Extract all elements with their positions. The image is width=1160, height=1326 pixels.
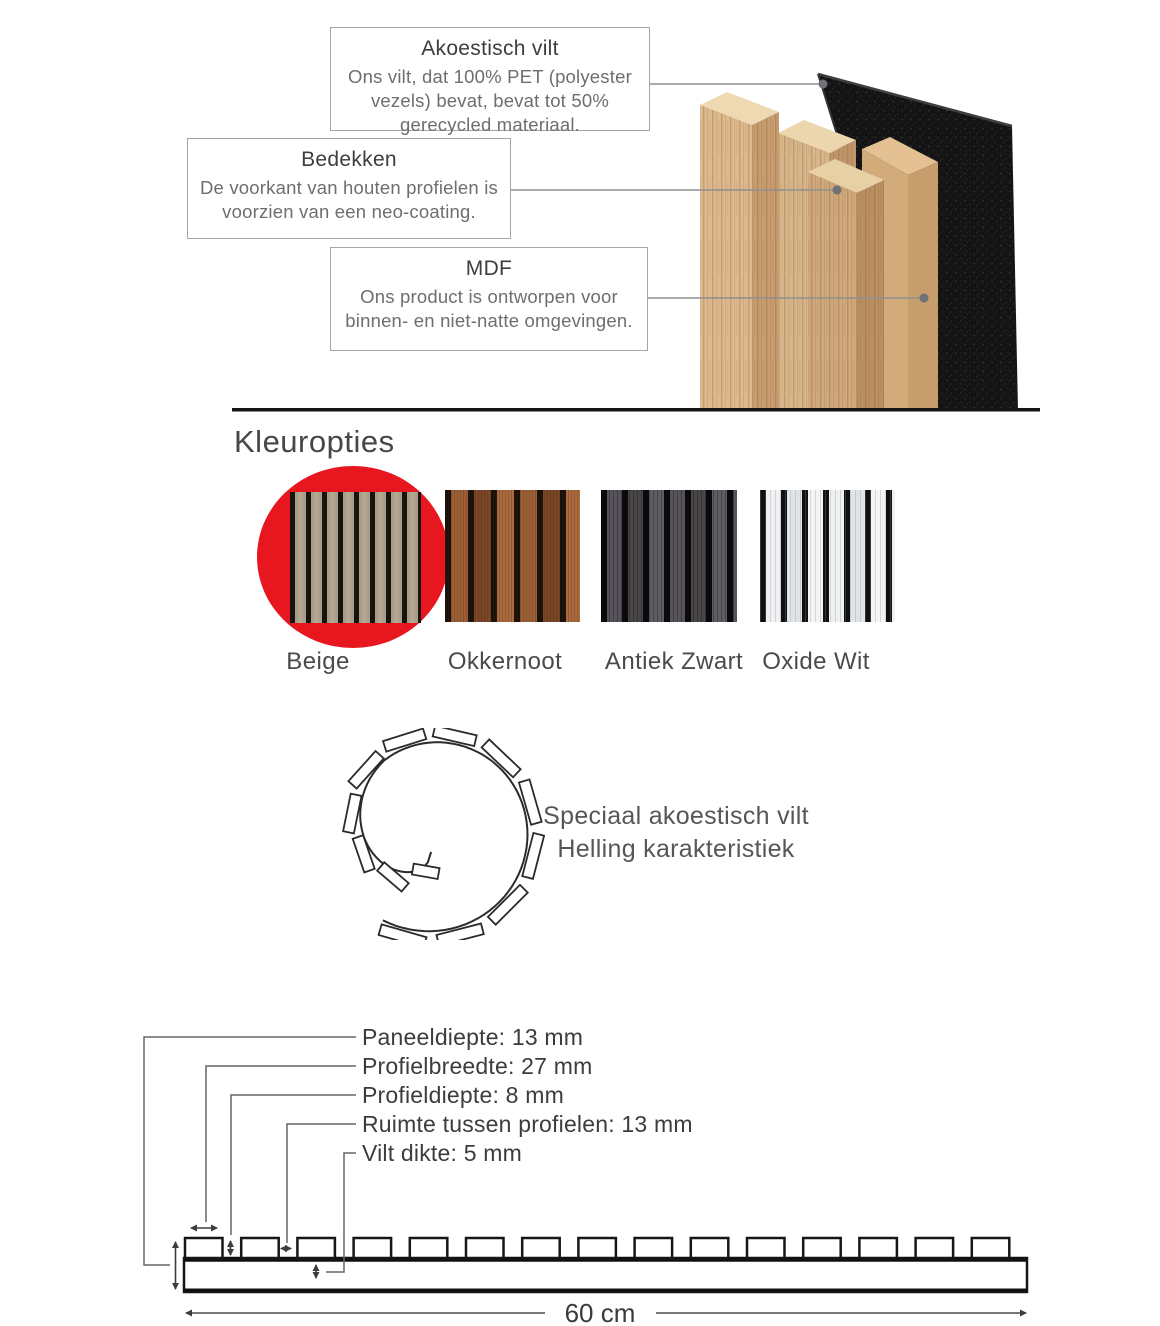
callout-title: MDF bbox=[465, 257, 513, 280]
spiral-caption-line2: Helling karakteristiek bbox=[557, 835, 795, 863]
profile-slat bbox=[185, 1238, 223, 1258]
callout-title: Akoestisch vilt bbox=[421, 37, 559, 60]
swatch-beige[interactable] bbox=[290, 492, 421, 623]
profile-slat bbox=[803, 1238, 841, 1258]
profile-slat bbox=[522, 1238, 560, 1258]
profile-slat bbox=[635, 1238, 673, 1258]
swatch-antiek-zwart[interactable] bbox=[601, 490, 737, 622]
spiral-felt-slat bbox=[412, 864, 440, 879]
spiral-graphic bbox=[335, 728, 545, 940]
spiral-felt-slat bbox=[348, 751, 383, 789]
swatch-oxide-wit[interactable] bbox=[760, 490, 895, 622]
callout-body: Ons vilt, dat 100% PET (polyester vezels) bevat, bevat tot 50% gerecycled materiaal. bbox=[348, 66, 632, 136]
callout-body: De voorkant van houten profielen is voorzien van een neo-coating. bbox=[199, 177, 499, 223]
spiral-felt-slat bbox=[353, 835, 375, 872]
spiral-felt-slat bbox=[377, 862, 409, 891]
dim-label-profieldiepte: Profieldiepte: 8 mm bbox=[362, 1082, 564, 1108]
dim-label-ruimte: Ruimte tussen profielen: 13 mm bbox=[362, 1111, 693, 1137]
swatch-label-antiek-zwart: Antiek Zwart bbox=[604, 648, 744, 675]
callout-bedekken bbox=[187, 138, 511, 239]
profile-slat bbox=[297, 1238, 335, 1258]
swatch-label-oxide-wit: Oxide Wit bbox=[762, 648, 870, 675]
section-title-kleuropties: Kleuropties bbox=[234, 424, 395, 459]
divider-line bbox=[232, 408, 1040, 412]
callout-body: Ons product is ontworpen voor binnen- en niet-natte omgevingen. bbox=[345, 286, 633, 332]
callout-title: Bedekken bbox=[301, 148, 397, 171]
profile-slat bbox=[747, 1238, 785, 1258]
profile-slat bbox=[859, 1238, 897, 1258]
profile-slat bbox=[916, 1238, 954, 1258]
callout-akoestisch-vilt bbox=[330, 27, 650, 136]
dim-label-vilt-dikte: Vilt dikte: 5 mm bbox=[362, 1140, 522, 1166]
swatch-label-okkernoot: Okkernoot bbox=[447, 648, 563, 675]
dim-label-profielbreedte: Profielbreedte: 27 mm bbox=[362, 1053, 593, 1079]
spiral-caption bbox=[543, 800, 809, 866]
width-label: 60 cm bbox=[564, 1298, 636, 1326]
profile-slat bbox=[691, 1238, 729, 1258]
cross-section-diagram bbox=[0, 1000, 1160, 1326]
profile-slats bbox=[185, 1238, 1009, 1258]
profile-slat bbox=[578, 1238, 616, 1258]
spiral-caption-line1: Speciaal akoestisch vilt bbox=[543, 802, 809, 830]
profile-slat bbox=[241, 1238, 279, 1258]
spiral-felt-slat bbox=[343, 794, 361, 834]
base-board bbox=[184, 1258, 1027, 1292]
profile-slat bbox=[972, 1238, 1010, 1258]
wood-slat-front bbox=[808, 159, 884, 411]
profile-slat bbox=[354, 1238, 392, 1258]
profile-slat bbox=[466, 1238, 504, 1258]
callout-mdf bbox=[330, 247, 648, 351]
dim-label-paneeldiepte: Paneeldiepte: 13 mm bbox=[362, 1024, 584, 1050]
profile-slat bbox=[410, 1238, 448, 1258]
wood-slat-left bbox=[700, 92, 779, 411]
swatch-label-beige: Beige bbox=[286, 648, 350, 675]
swatch-okkernoot[interactable] bbox=[445, 490, 580, 622]
